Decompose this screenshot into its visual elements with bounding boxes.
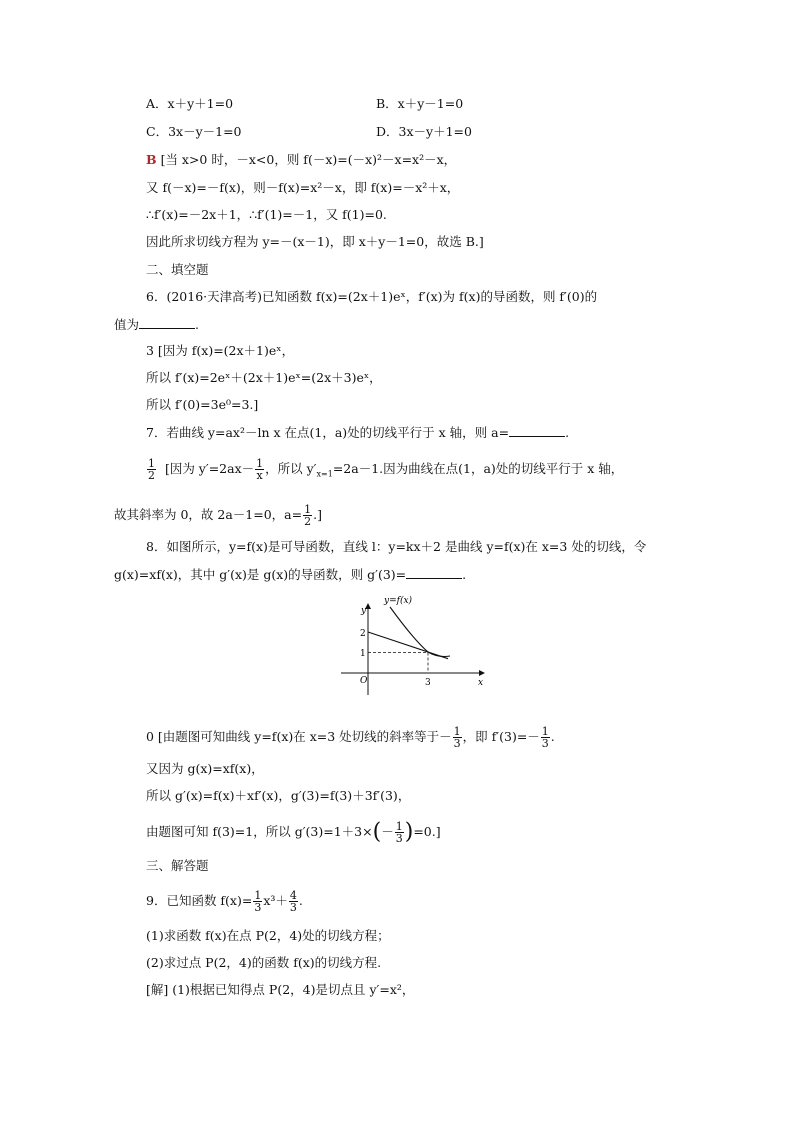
q8-stem-end: . bbox=[462, 567, 467, 582]
q8-sol1-mid: ，即 f′(3)=－ bbox=[462, 729, 540, 744]
option-c: C．3x－y－1=0 bbox=[146, 124, 242, 139]
q9-stem-end: . bbox=[298, 893, 303, 908]
q8-stem-line2 bbox=[114, 566, 466, 583]
q9-part2: (2)求过点 P(2，4)的函数 f(x)的切线方程. bbox=[146, 955, 382, 970]
q7-sol-text-c: =2a－1.因为曲线在点(1，a)处的切线平行于 x 轴， bbox=[332, 461, 624, 476]
q7-sol2-end: .] bbox=[313, 507, 322, 522]
fraction: $\frac{1}{3}$ bbox=[541, 725, 549, 750]
q8-sol1-text: 0 [由题图可知曲线 y=f(x)在 x=3 处切线的斜率等于－ bbox=[146, 729, 452, 744]
fraction: $\frac{1}{2}$ bbox=[148, 457, 155, 482]
answer-blank[interactable] bbox=[139, 316, 195, 329]
option-b: B．x＋y－1=0 bbox=[376, 96, 464, 111]
q7-stem-end: . bbox=[565, 425, 570, 440]
answer-blank[interactable] bbox=[406, 566, 462, 579]
answer-letter: B bbox=[146, 152, 157, 167]
q7-sol-text-b: ，所以 y′ bbox=[265, 461, 317, 476]
option-a: A．x＋y＋1=0 bbox=[146, 96, 234, 111]
q5-solution-line4: 因此所求切线方程为 y=－(x－1)，即 x＋y－1=0，故选 B.] bbox=[146, 234, 484, 249]
tick-label-y1: 1 bbox=[360, 649, 366, 659]
q9-part1: (1)求函数 f(x)在点 P(2，4)处的切线方程； bbox=[146, 928, 390, 943]
q5-solution-line2: 又 f(－x)=－f(x)，则－f(x)=x²－x，即 f(x)=－x²＋x， bbox=[146, 180, 460, 195]
q6-stem-line2 bbox=[114, 316, 199, 333]
section-heading-solve: 三、解答题 bbox=[146, 858, 209, 873]
origin-label: O bbox=[360, 676, 368, 686]
y-axis-label: y bbox=[361, 606, 367, 616]
q6-solution-line2: 所以 f′(x)=2eˣ＋(2x＋1)eˣ=(2x＋3)eˣ， bbox=[146, 370, 382, 385]
q8-solution-line1 bbox=[146, 720, 555, 754]
q8-sol1-end: . bbox=[550, 729, 555, 744]
answer-blank[interactable] bbox=[509, 424, 565, 437]
tangent-line bbox=[368, 632, 448, 659]
fraction: $\frac{1}{3}$ bbox=[453, 725, 461, 750]
fraction: $\frac{1}{3}$ bbox=[254, 889, 262, 914]
q9-stem-mid: x³＋ bbox=[263, 893, 288, 908]
q7-sol2-text: 故其斜率为 0，故 2a－1=0，a= bbox=[114, 507, 303, 522]
fraction: $\frac{1}{2}$ bbox=[304, 503, 312, 528]
q6-stem-text: 值为 bbox=[114, 317, 140, 332]
q5-sol1-text: [当 x>0 时，－x<0，则 f(－x)=(－x)²－x=x²－x， bbox=[160, 152, 457, 167]
function-graph-figure bbox=[336, 592, 496, 697]
q6-solution-line3: 所以 f′(0)=3e⁰=3.] bbox=[146, 397, 259, 412]
q9-stem-text: 9．已知函数 f(x)= bbox=[146, 893, 253, 908]
q8-sol4-end: =0.] bbox=[413, 824, 441, 839]
q6-solution-line1: 3 [因为 f(x)=(2x＋1)eˣ， bbox=[146, 343, 295, 358]
q8-solution-line3: 所以 g′(x)=f(x)＋xf′(x)，g′(3)=f(3)＋3f′(3)， bbox=[146, 788, 411, 803]
option-d: D．3x－y＋1=0 bbox=[376, 124, 472, 139]
curve-label: y=f(x) bbox=[384, 596, 413, 606]
tick-label-y2: 2 bbox=[360, 629, 366, 639]
q7-stem bbox=[146, 424, 569, 441]
x-axis-label: x bbox=[478, 678, 484, 688]
q5-solution-line1 bbox=[146, 152, 456, 168]
q9-stem bbox=[146, 884, 303, 918]
q8-solution-line2: 又因为 g(x)=xf(x)， bbox=[146, 761, 264, 776]
q8-sol4-neg: － bbox=[381, 824, 394, 839]
fraction: $\frac{4}{3}$ bbox=[289, 889, 297, 914]
q5-solution-line3: ∴f′(x)=－2x＋1，∴f′(1)=－1，又 f(1)=0. bbox=[146, 207, 387, 222]
fraction: $\frac{1}{x}$ bbox=[256, 457, 264, 482]
q6-stem-line1: 6．(2016·天津高考)已知函数 f(x)=(2x＋1)eˣ，f′(x)为 f(x)的导函数，则 f′(0)的 bbox=[146, 289, 598, 304]
q7-sol-subscript: x=1 bbox=[316, 469, 333, 479]
q6-stem-end: . bbox=[195, 317, 199, 332]
q7-solution-line2 bbox=[114, 498, 322, 532]
q8-stem-text: g(x)=xf(x)，其中 g′(x)是 g(x)的导函数，则 g′(3)= bbox=[114, 567, 407, 582]
q8-stem-line1: 8．如图所示，y=f(x)是可导函数，直线 l：y=kx＋2 是曲线 y=f(x)在 x=3 处的切线，令 bbox=[146, 539, 647, 554]
q7-sol-text-a: [因为 y′=2ax－ bbox=[164, 461, 255, 476]
section-heading-fill-in: 二、填空题 bbox=[146, 262, 209, 277]
q9-solution-line1: [解] (1)根据已知得点 P(2，4)是切点且 y′=x²， bbox=[146, 982, 415, 997]
q7-solution-line1 bbox=[146, 452, 623, 486]
q7-stem-text: 7．若曲线 y=ax²－ln x 在点(1，a)处的切线平行于 x 轴，则 a= bbox=[146, 425, 510, 440]
tick-label-x3: 3 bbox=[425, 678, 431, 688]
q8-sol4-text: 由题图可知 f(3)=1，所以 g′(3)=1＋3× bbox=[146, 824, 373, 839]
fraction: $\frac{1}{3}$ bbox=[395, 820, 403, 845]
q8-solution-line4: 由题图可知 f(3)=1，所以 g′(3)=1＋3×(－ $\frac{1}{3}$ )=0.] bbox=[146, 819, 441, 845]
